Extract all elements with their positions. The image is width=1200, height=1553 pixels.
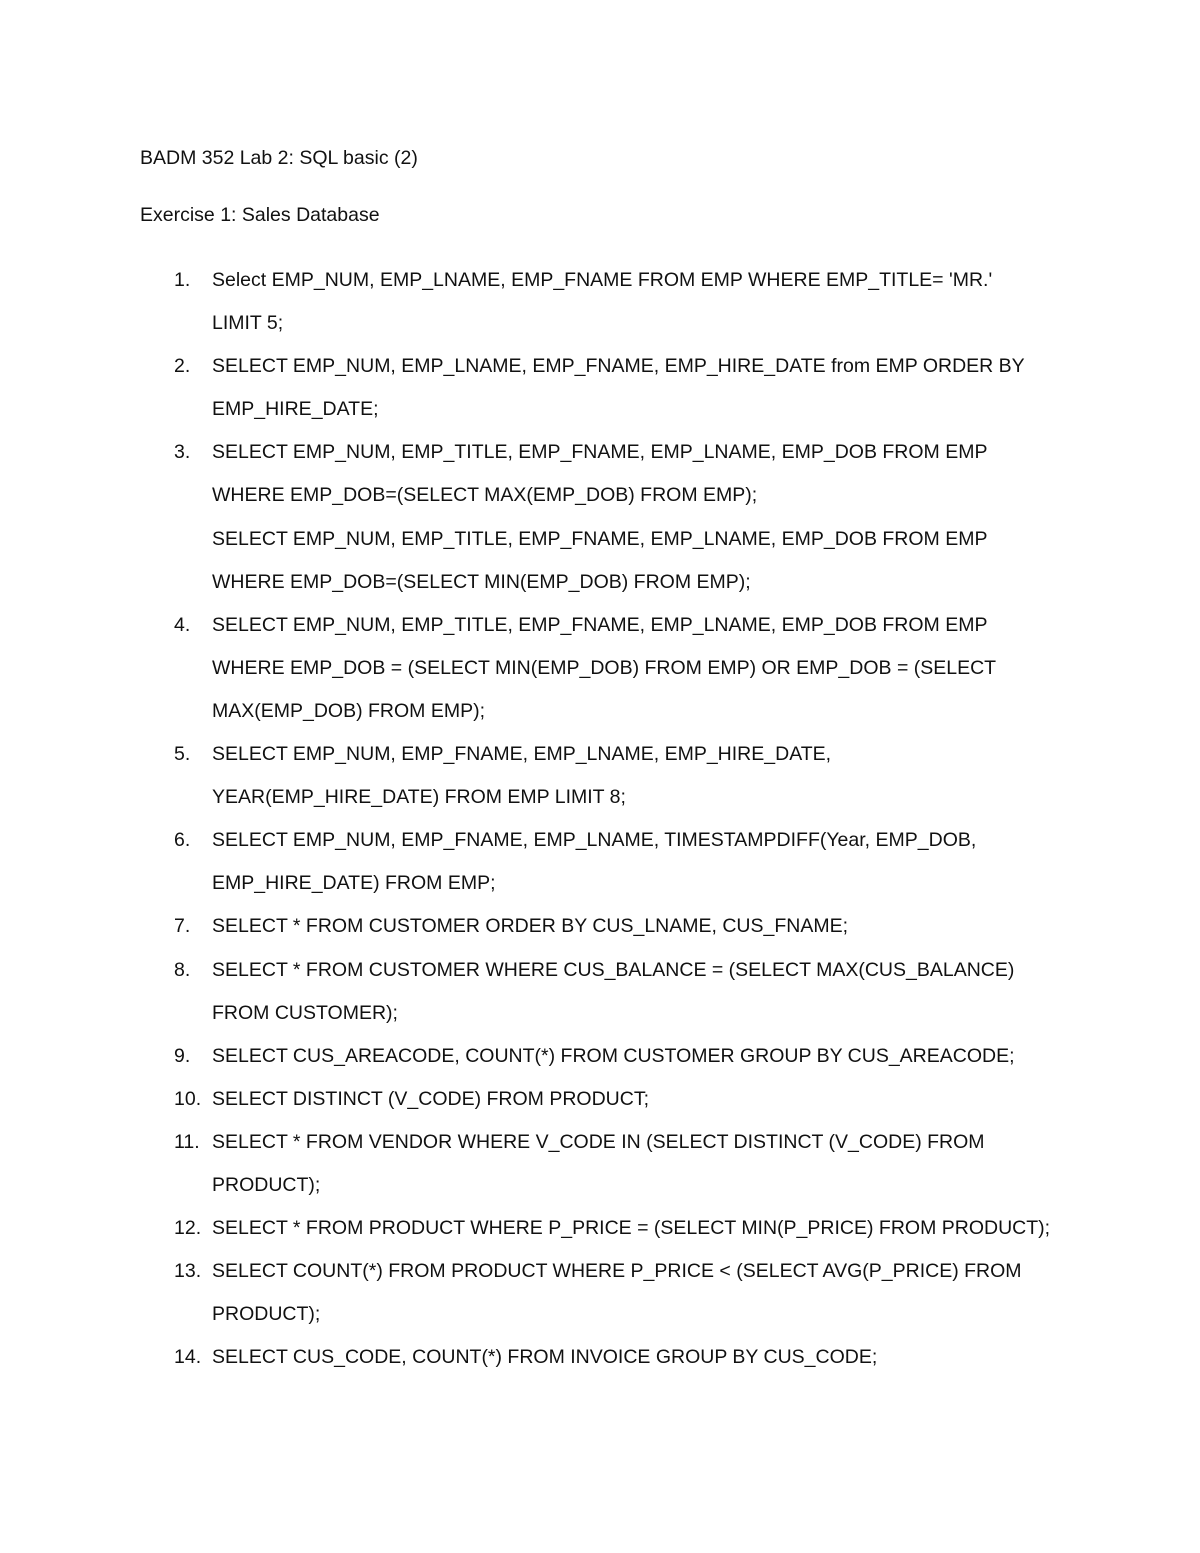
item-number: 8. — [174, 958, 191, 981]
item-number: 3. — [174, 441, 191, 464]
sql-line: EMP_HIRE_DATE) FROM EMP; — [212, 872, 496, 895]
item-number: 12. — [174, 1217, 202, 1240]
exercise-item — [0, 1207, 1200, 1250]
item-number: 14. — [174, 1346, 202, 1369]
item-number: 5. — [174, 743, 191, 766]
item-number: 11. — [174, 1130, 200, 1153]
sql-line: SELECT EMP_NUM, EMP_TITLE, EMP_FNAME, EMP_LNAME, EMP_DOB FROM EMP — [212, 527, 988, 550]
sql-line: PRODUCT); — [212, 1303, 321, 1326]
sql-line: SELECT EMP_NUM, EMP_TITLE, EMP_FNAME, EMP_LNAME, EMP_DOB FROM EMP — [212, 613, 988, 636]
sql-line: SELECT * FROM VENDOR WHERE V_CODE IN (SELECT DISTINCT (V_CODE) FROM — [212, 1130, 985, 1153]
item-number: 13. — [174, 1260, 202, 1283]
sql-line: FROM CUSTOMER); — [212, 1001, 398, 1024]
exercise-item — [0, 345, 1200, 431]
sql-line: SELECT CUS_CODE, COUNT(*) FROM INVOICE GROUP BY CUS_CODE; — [212, 1346, 878, 1369]
exercise-heading: Exercise 1: Sales Database — [140, 204, 380, 226]
sql-line: SELECT EMP_NUM, EMP_LNAME, EMP_FNAME, EMP_HIRE_DATE from EMP ORDER BY — [212, 355, 1025, 378]
item-number: 4. — [174, 613, 191, 636]
sql-line: LIMIT 5; — [212, 312, 284, 335]
sql-line: SELECT * FROM CUSTOMER WHERE CUS_BALANCE = (SELECT MAX(CUS_BALANCE) — [212, 958, 1015, 981]
sql-line: SELECT DISTINCT (V_CODE) FROM PRODUCT; — [212, 1087, 649, 1110]
sql-line: SELECT EMP_NUM, EMP_TITLE, EMP_FNAME, EMP_LNAME, EMP_DOB FROM EMP — [212, 441, 988, 464]
item-number: 2. — [174, 355, 191, 378]
exercise-item — [0, 431, 1200, 603]
exercise-item — [0, 949, 1200, 1035]
sql-line: WHERE EMP_DOB = (SELECT MIN(EMP_DOB) FROM EMP) OR EMP_DOB = (SELECT — [212, 656, 997, 679]
sql-line: SELECT EMP_NUM, EMP_FNAME, EMP_LNAME, EMP_HIRE_DATE, — [212, 743, 832, 766]
sql-line: YEAR(EMP_HIRE_DATE) FROM EMP LIMIT 8; — [212, 786, 626, 809]
document-title: BADM 352 Lab 2: SQL basic (2) — [140, 147, 418, 169]
sql-line: SELECT * FROM CUSTOMER ORDER BY CUS_LNAME, CUS_FNAME; — [212, 915, 849, 938]
item-number: 10. — [174, 1087, 202, 1110]
exercise-item — [0, 905, 1200, 948]
exercise-item — [0, 819, 1200, 905]
exercise-item — [0, 1250, 1200, 1336]
exercise-item — [0, 259, 1200, 345]
sql-line: PRODUCT); — [212, 1173, 321, 1196]
exercise-item — [0, 733, 1200, 819]
sql-line: MAX(EMP_DOB) FROM EMP); — [212, 699, 486, 722]
item-number: 1. — [174, 269, 191, 291]
exercise-item — [0, 1336, 1200, 1379]
item-number: 7. — [174, 915, 191, 938]
sql-line: Select EMP_NUM, EMP_LNAME, EMP_FNAME FROM EMP WHERE EMP_TITLE= 'MR.' — [212, 269, 993, 291]
sql-line: SELECT * FROM PRODUCT WHERE P_PRICE = (SELECT MIN(P_PRICE) FROM PRODUCT); — [212, 1217, 1051, 1240]
item-number: 6. — [174, 829, 191, 852]
exercise-item — [0, 604, 1200, 733]
exercise-list — [0, 259, 1200, 1379]
exercise-item — [0, 1121, 1200, 1207]
sql-line: SELECT COUNT(*) FROM PRODUCT WHERE P_PRICE < (SELECT AVG(P_PRICE) FROM — [212, 1260, 1022, 1283]
sql-line: SELECT CUS_AREACODE, COUNT(*) FROM CUSTOMER GROUP BY CUS_AREACODE; — [212, 1044, 1015, 1067]
exercise-item — [0, 1078, 1200, 1121]
exercise-item — [0, 1035, 1200, 1078]
sql-line: WHERE EMP_DOB=(SELECT MAX(EMP_DOB) FROM EMP); — [212, 484, 758, 507]
sql-line: SELECT EMP_NUM, EMP_FNAME, EMP_LNAME, TIMESTAMPDIFF(Year, EMP_DOB, — [212, 829, 977, 852]
sql-line: WHERE EMP_DOB=(SELECT MIN(EMP_DOB) FROM EMP); — [212, 570, 751, 593]
item-number: 9. — [174, 1044, 191, 1067]
sql-line: EMP_HIRE_DATE; — [212, 398, 379, 421]
